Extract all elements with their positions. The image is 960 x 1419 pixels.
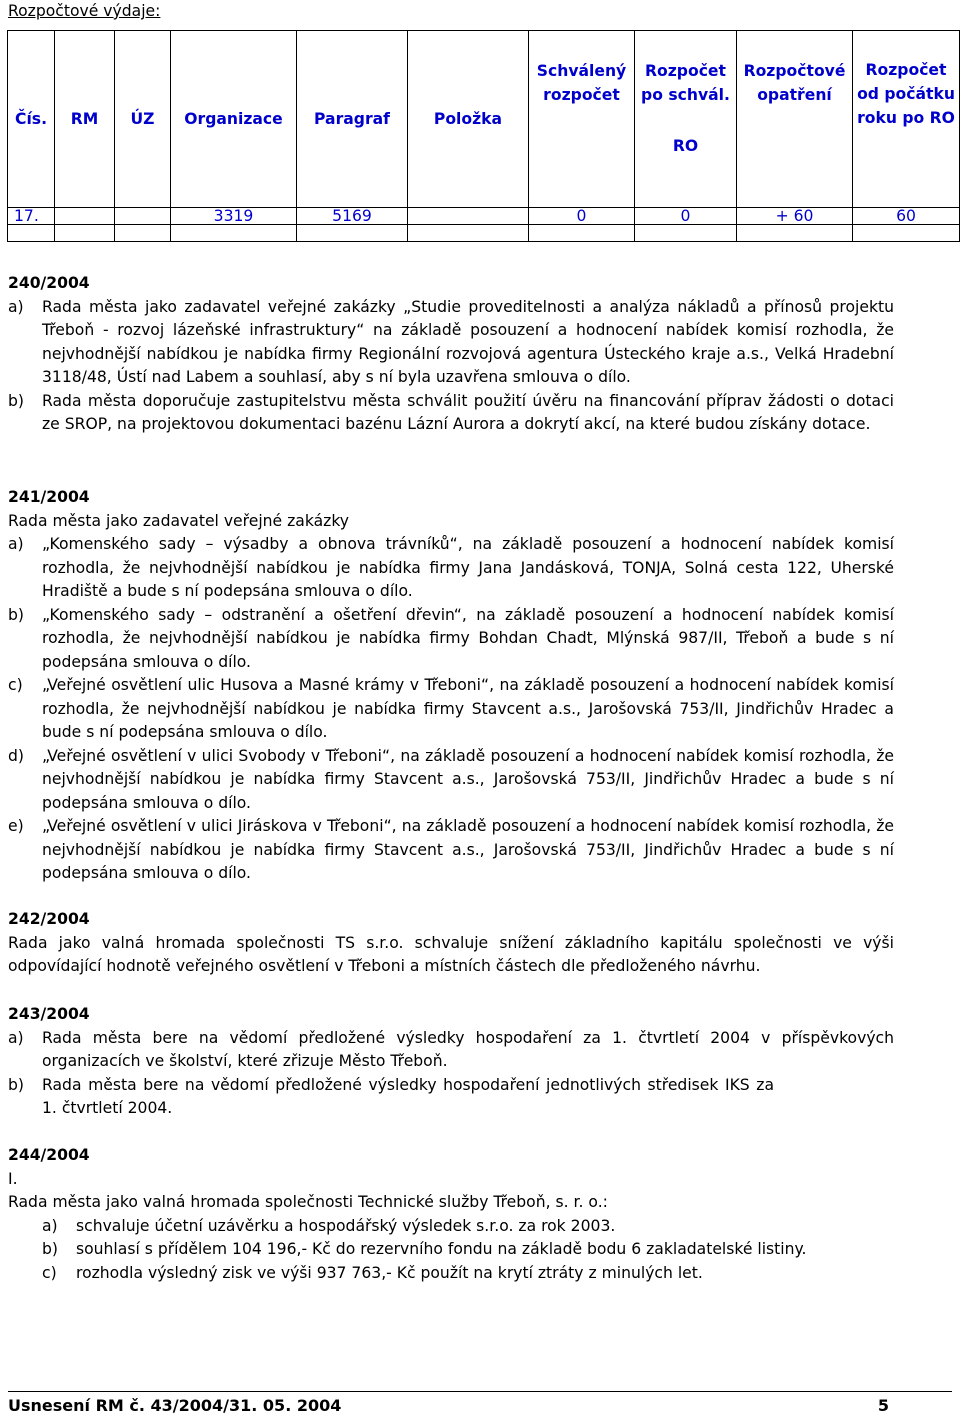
footer-text: Usnesení RM č. 43/2004/31. 05. 2004 bbox=[8, 1396, 342, 1415]
col-header: Organizace bbox=[171, 31, 297, 208]
table-cell: + 60 bbox=[737, 208, 853, 225]
list-item bbox=[8, 390, 894, 437]
item-text: „Komenského sady – odstranění a ošetření dřevin“, na základě posouzení a hodnocení nabídek komisí rozhodla, že nejvhodnější nabídkou je nabídka firmy Bohdan Chadt, Mlýnská 987/II, Třeboň a bude s ní podepsána smlouva o dílo. bbox=[42, 605, 894, 671]
resolution-number: 244/2004 bbox=[8, 1146, 90, 1164]
budget-table bbox=[7, 30, 960, 242]
item-text: „Veřejné osvětlení v ulici Jiráskova v Třeboni“, na základě posouzení a hodnocení nabídek komisí rozhodla, že nejvhodnější nabídkou je nabídka firmy Stavcent a.s., Jarošovská 753/II, Jindřichův Hradec a bude s ní podepsána smlouva o dílo. bbox=[42, 817, 894, 882]
table-cell: 60 bbox=[853, 208, 960, 225]
page-number: 5 bbox=[877, 1396, 889, 1415]
item-text: souhlasí s přídělem 104 196,- Kč do rezervního fondu na základě bodu 6 zakladatelské listiny. bbox=[76, 1240, 807, 1258]
item-text: „Komenského sady – výsadby a obnova trávníků“, na základě posouzení a hodnocení nabídek komisí rozhodla, že nejvhodnější nabídkou je nabídka firmy Jana Jandásková, TONJA, Solná cesta 122, Uherské Hradiště a bude s ní podepsána smlouva o dílo. bbox=[42, 535, 894, 600]
resolution-roman: I. bbox=[8, 1169, 18, 1188]
item-label: b) bbox=[8, 391, 24, 410]
list-item bbox=[8, 745, 894, 816]
table-header-row bbox=[8, 31, 960, 208]
table-row-empty bbox=[8, 225, 960, 242]
item-label: d) bbox=[8, 746, 24, 765]
item-label: b) bbox=[8, 605, 24, 624]
table-cell: 0 bbox=[529, 208, 635, 225]
list-item bbox=[8, 296, 894, 390]
col-header: RM bbox=[55, 31, 115, 208]
resolution-number: 240/2004 bbox=[8, 274, 90, 292]
resolution-number: 241/2004 bbox=[8, 488, 90, 506]
resolution-number: 243/2004 bbox=[8, 1005, 90, 1023]
col-header-text: RO bbox=[672, 137, 699, 155]
item-text: Rada města jako zadavatel veřejné zakázky „Studie proveditelnosti a analýza nákladů a přínosů projektu Třeboň - rozvoj lázeňské infrastruktury“ na základě posouzení a hodnocení nabídek komisí rozhodla, že nejvhodnější nabídkou je nabídka firmy Regionální rozvojová agentura Ústeckého kraje a.s., Velká Hradební 3118/48, Ústí nad Labem a souhlasí, aby s ní byla uzavřena smlouva o dílo. bbox=[42, 297, 894, 386]
list-item bbox=[8, 533, 894, 604]
list-item bbox=[8, 1027, 894, 1074]
item-label: c) bbox=[8, 676, 23, 694]
resolution-text: Rada jako valná hromada společnosti TS s.r.o. schvaluje snížení základního kapitálu společnosti ve výši odpovídající hodnotě veřejného osvětlení v Třeboni a místních částech dle předloženého návrhu. bbox=[8, 933, 894, 975]
item-label: a) bbox=[42, 1216, 58, 1235]
item-text: „Veřejné osvětlení v ulici Svobody v Třeboni“, na základě posouzení a hodnocení nabídek komisí rozhodla, že nejvhodnější nabídkou je nabídka firmy Stavcent a.s., Jarošovská 753/II, Jindřichův Hradec a bude s ní podepsána smlouva o dílo. bbox=[42, 746, 894, 812]
item-label: e) bbox=[8, 817, 24, 835]
col-header-text: Rozpočet po schvál. bbox=[641, 62, 730, 104]
list-item bbox=[8, 604, 894, 675]
table-row bbox=[8, 208, 960, 225]
item-text: Rada města bere na vědomí předložené výsledky hospodaření jednotlivých středisek IKS za 1. čtvrtletí 2004. bbox=[42, 1075, 774, 1117]
col-header bbox=[635, 31, 737, 208]
list-item bbox=[8, 1262, 894, 1286]
item-label: b) bbox=[42, 1240, 58, 1258]
resolution-241 bbox=[8, 486, 894, 886]
col-header: Čís. bbox=[8, 31, 55, 208]
item-label: a) bbox=[8, 1028, 24, 1047]
col-header: Rozpočtové opatření bbox=[737, 31, 853, 208]
item-text: rozhodla výsledný zisk ve výši 937 763,- Kč použít na krytí ztráty z minulých let. bbox=[76, 1263, 703, 1282]
table-cell: 3319 bbox=[171, 208, 297, 225]
table-cell bbox=[408, 208, 529, 225]
col-header: Rozpočet od počátku roku po RO bbox=[853, 31, 960, 208]
col-header: Paragraf bbox=[297, 31, 408, 208]
item-label: b) bbox=[8, 1075, 24, 1094]
table-cell bbox=[115, 208, 171, 225]
list-item bbox=[8, 815, 894, 886]
resolution-242 bbox=[8, 908, 894, 979]
list-item bbox=[8, 1074, 894, 1121]
col-header: ÚZ bbox=[115, 31, 171, 208]
resolution-intro: Rada města jako zadavatel veřejné zakázky bbox=[8, 511, 350, 530]
table-cell bbox=[55, 208, 115, 225]
table-cell: 0 bbox=[635, 208, 737, 225]
resolution-intro: Rada města jako valná hromada společnosti Technické služby Třeboň, s. r. o.: bbox=[8, 1193, 608, 1211]
footer-divider bbox=[8, 1391, 952, 1392]
item-text: „Veřejné osvětlení ulic Husova a Masné krámy v Třeboni“, na základě posouzení a hodnocení nabídek komisí rozhodla, že nejvhodnější nabídkou je nabídka firmy Stavcent a.s., Jarošovská 753/II, Jindřichův Hradec a bude s ní podepsána smlouva o dílo. bbox=[42, 676, 894, 741]
item-text: Rada města bere na vědomí předložené výsledky hospodaření za 1. čtvrtletí 2004 v příspěvkových organizacích ve školství, které zřizuje Město Třeboň. bbox=[42, 1028, 894, 1070]
resolution-244 bbox=[8, 1144, 894, 1285]
list-item bbox=[8, 674, 894, 745]
item-text: Rada města doporučuje zastupitelstvu města schválit použití úvěru na financování příprav žádosti o dotaci ze SROP, na projektovou dokumentaci bazénu Lázní Aurora a dokrytí akcí, na které budou získány dotace. bbox=[42, 391, 894, 433]
resolution-number: 242/2004 bbox=[8, 910, 90, 928]
col-header: Schválený rozpočet bbox=[529, 31, 635, 208]
item-label: c) bbox=[42, 1263, 57, 1282]
table-cell: 17. bbox=[8, 208, 55, 225]
list-item bbox=[8, 1215, 894, 1239]
item-text: schvaluje účetní uzávěrku a hospodářský výsledek s.r.o. za rok 2003. bbox=[76, 1216, 616, 1235]
col-header: Položka bbox=[408, 31, 529, 208]
page-title: Rozpočtové výdaje: bbox=[8, 2, 161, 20]
item-label: a) bbox=[8, 297, 24, 316]
item-label: a) bbox=[8, 535, 24, 553]
list-item bbox=[8, 1238, 894, 1262]
table-cell: 5169 bbox=[297, 208, 408, 225]
resolution-243 bbox=[8, 1003, 894, 1121]
resolution-240 bbox=[8, 272, 894, 437]
